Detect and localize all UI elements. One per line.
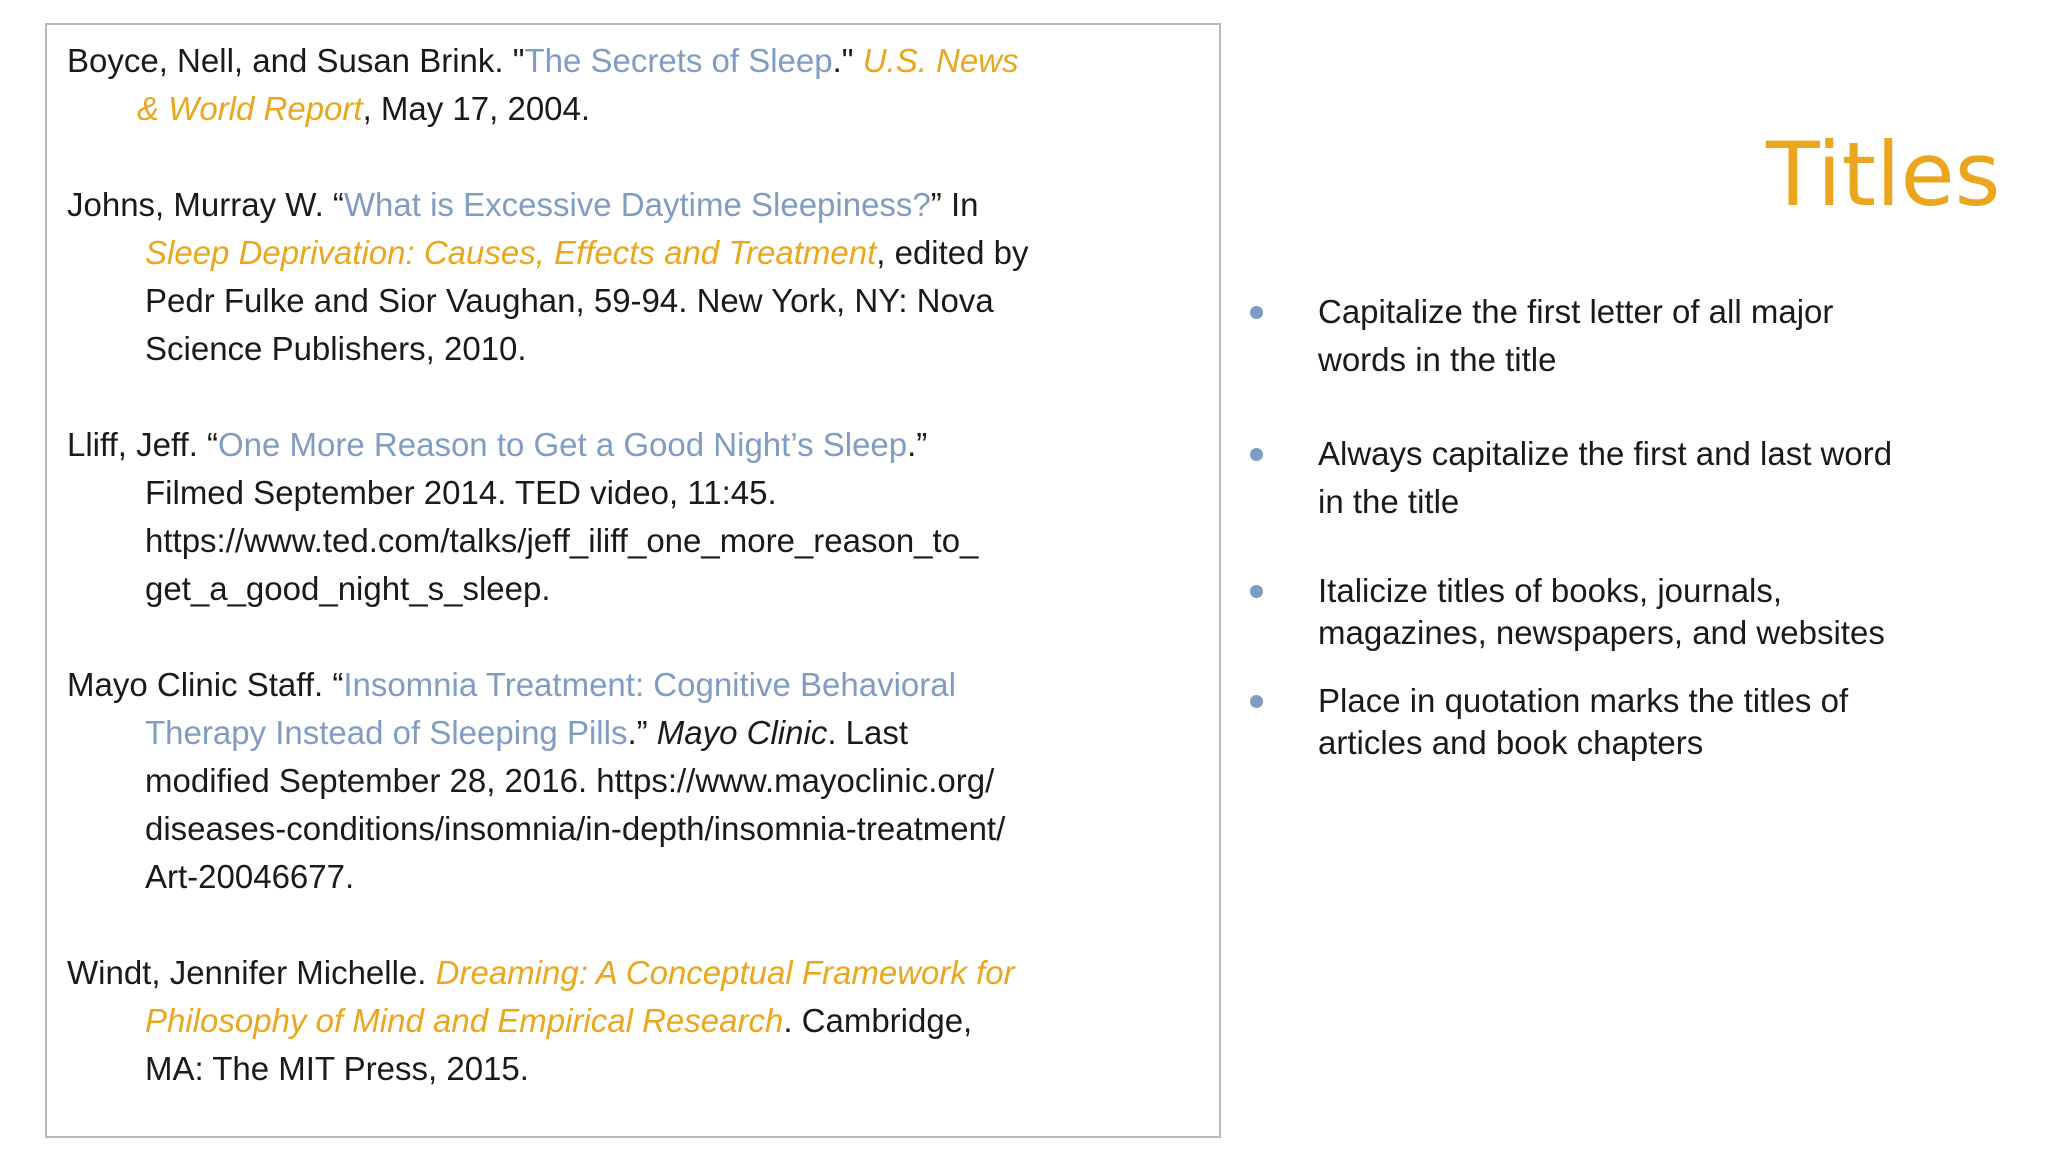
- rule-line: Capitalize the first letter of all major: [1318, 293, 1834, 330]
- bib-book-title: Sleep Deprivation: Causes, Effects and Treatment: [145, 234, 877, 271]
- bib-line: [67, 325, 1167, 373]
- bib-text: MA: The MIT Press, 2015.: [145, 1050, 529, 1087]
- bib-line: [67, 85, 1167, 133]
- bib-line: [67, 469, 1167, 517]
- rule-text: [1318, 680, 2018, 764]
- bib-line: [67, 661, 1167, 709]
- bib-text: .": [832, 42, 863, 79]
- bib-text: Filmed September 2014. TED video, 11:45.: [145, 474, 777, 511]
- bibliography-box: [45, 23, 1221, 1138]
- rule-line: magazines, newspapers, and websites: [1318, 614, 1885, 651]
- bib-entry-johns: [67, 181, 1167, 373]
- bib-article-title: Insomnia Treatment: Cognitive Behavioral: [343, 666, 956, 703]
- bib-entry-mayo: [67, 661, 1167, 901]
- bib-book-title: Dreaming: A Conceptual Framework for: [435, 954, 1015, 991]
- bib-text: Johns, Murray W. “: [67, 186, 344, 223]
- bib-line: [67, 517, 1167, 565]
- bib-text: ” In: [930, 186, 979, 223]
- bib-publication-title: U.S. News: [862, 42, 1019, 79]
- rule-line: words in the title: [1318, 341, 1557, 378]
- bib-line: [67, 853, 1167, 901]
- bullet-dot-icon: [1250, 585, 1263, 598]
- bib-entry-lliff: [67, 421, 1167, 613]
- bib-text: Windt, Jennifer Michelle.: [67, 954, 436, 991]
- bib-line: [67, 37, 1167, 85]
- bib-line: [67, 997, 1167, 1045]
- bib-text: Boyce, Nell, and Susan Brink. ": [67, 42, 525, 79]
- bib-line: [67, 805, 1167, 853]
- bib-text: .”: [907, 426, 928, 463]
- rule-line: articles and book chapters: [1318, 724, 1704, 761]
- bib-line: [67, 757, 1167, 805]
- rule-text: [1318, 430, 2018, 526]
- bib-text: modified September 28, 2016. https://www.mayoclinic.org/: [145, 762, 995, 799]
- bib-text: , May 17, 2004.: [362, 90, 591, 127]
- bib-text: Pedr Fulke and Sior Vaughan, 59-94. New York, NY: Nova: [145, 282, 994, 319]
- bib-line: [67, 229, 1167, 277]
- rule-line: in the title: [1318, 483, 1460, 520]
- bib-line: [67, 949, 1167, 997]
- bib-url: Art-20046677.: [145, 858, 355, 895]
- bib-text: . Last: [827, 714, 909, 751]
- rule-text: [1318, 570, 2018, 654]
- bib-line: [67, 421, 1167, 469]
- bib-article-title: Therapy Instead of Sleeping Pills: [145, 714, 628, 751]
- bib-text: Mayo Clinic Staff. “: [67, 666, 344, 703]
- bib-article-title: One More Reason to Get a Good Night’s Sleep: [218, 426, 908, 463]
- bib-article-title: What is Excessive Daytime Sleepiness?: [343, 186, 931, 223]
- bib-text: , edited by: [876, 234, 1029, 271]
- bullet-dot-icon: [1250, 448, 1263, 461]
- bib-text: Lliff, Jeff. “: [67, 426, 219, 463]
- bib-text: Science Publishers, 2010.: [145, 330, 527, 367]
- rule-text: [1318, 288, 2018, 384]
- bib-line: [67, 1045, 1167, 1093]
- rule-line: Always capitalize the first and last word: [1318, 435, 1893, 472]
- rule-line: Italicize titles of books, journals,: [1318, 572, 1783, 609]
- bib-text: . Cambridge,: [783, 1002, 973, 1039]
- bib-article-title: The Secrets of Sleep: [524, 42, 833, 79]
- bib-url: https://www.ted.com/talks/jeff_iliff_one_more_reason_to_: [145, 522, 979, 559]
- bullet-dot-icon: [1250, 306, 1263, 319]
- bib-text: .”: [627, 714, 657, 751]
- bib-line: [67, 709, 1167, 757]
- bib-line: [67, 277, 1167, 325]
- bib-url: get_a_good_night_s_sleep.: [145, 570, 551, 607]
- bib-publication-title: & World Report: [137, 90, 363, 127]
- bib-book-title: Philosophy of Mind and Empirical Research: [145, 1002, 784, 1039]
- bib-website-title: Mayo Clinic: [656, 714, 828, 751]
- rule-line: Place in quotation marks the titles of: [1318, 682, 1849, 719]
- bib-entry-boyce: [67, 37, 1167, 133]
- slide-title: Titles: [1766, 123, 2001, 226]
- bib-entry-windt: [67, 949, 1167, 1093]
- bullet-dot-icon: [1250, 695, 1263, 708]
- bib-url: diseases-conditions/insomnia/in-depth/insomnia-treatment/: [145, 810, 1006, 847]
- bib-line: [67, 181, 1167, 229]
- bib-line: [67, 565, 1167, 613]
